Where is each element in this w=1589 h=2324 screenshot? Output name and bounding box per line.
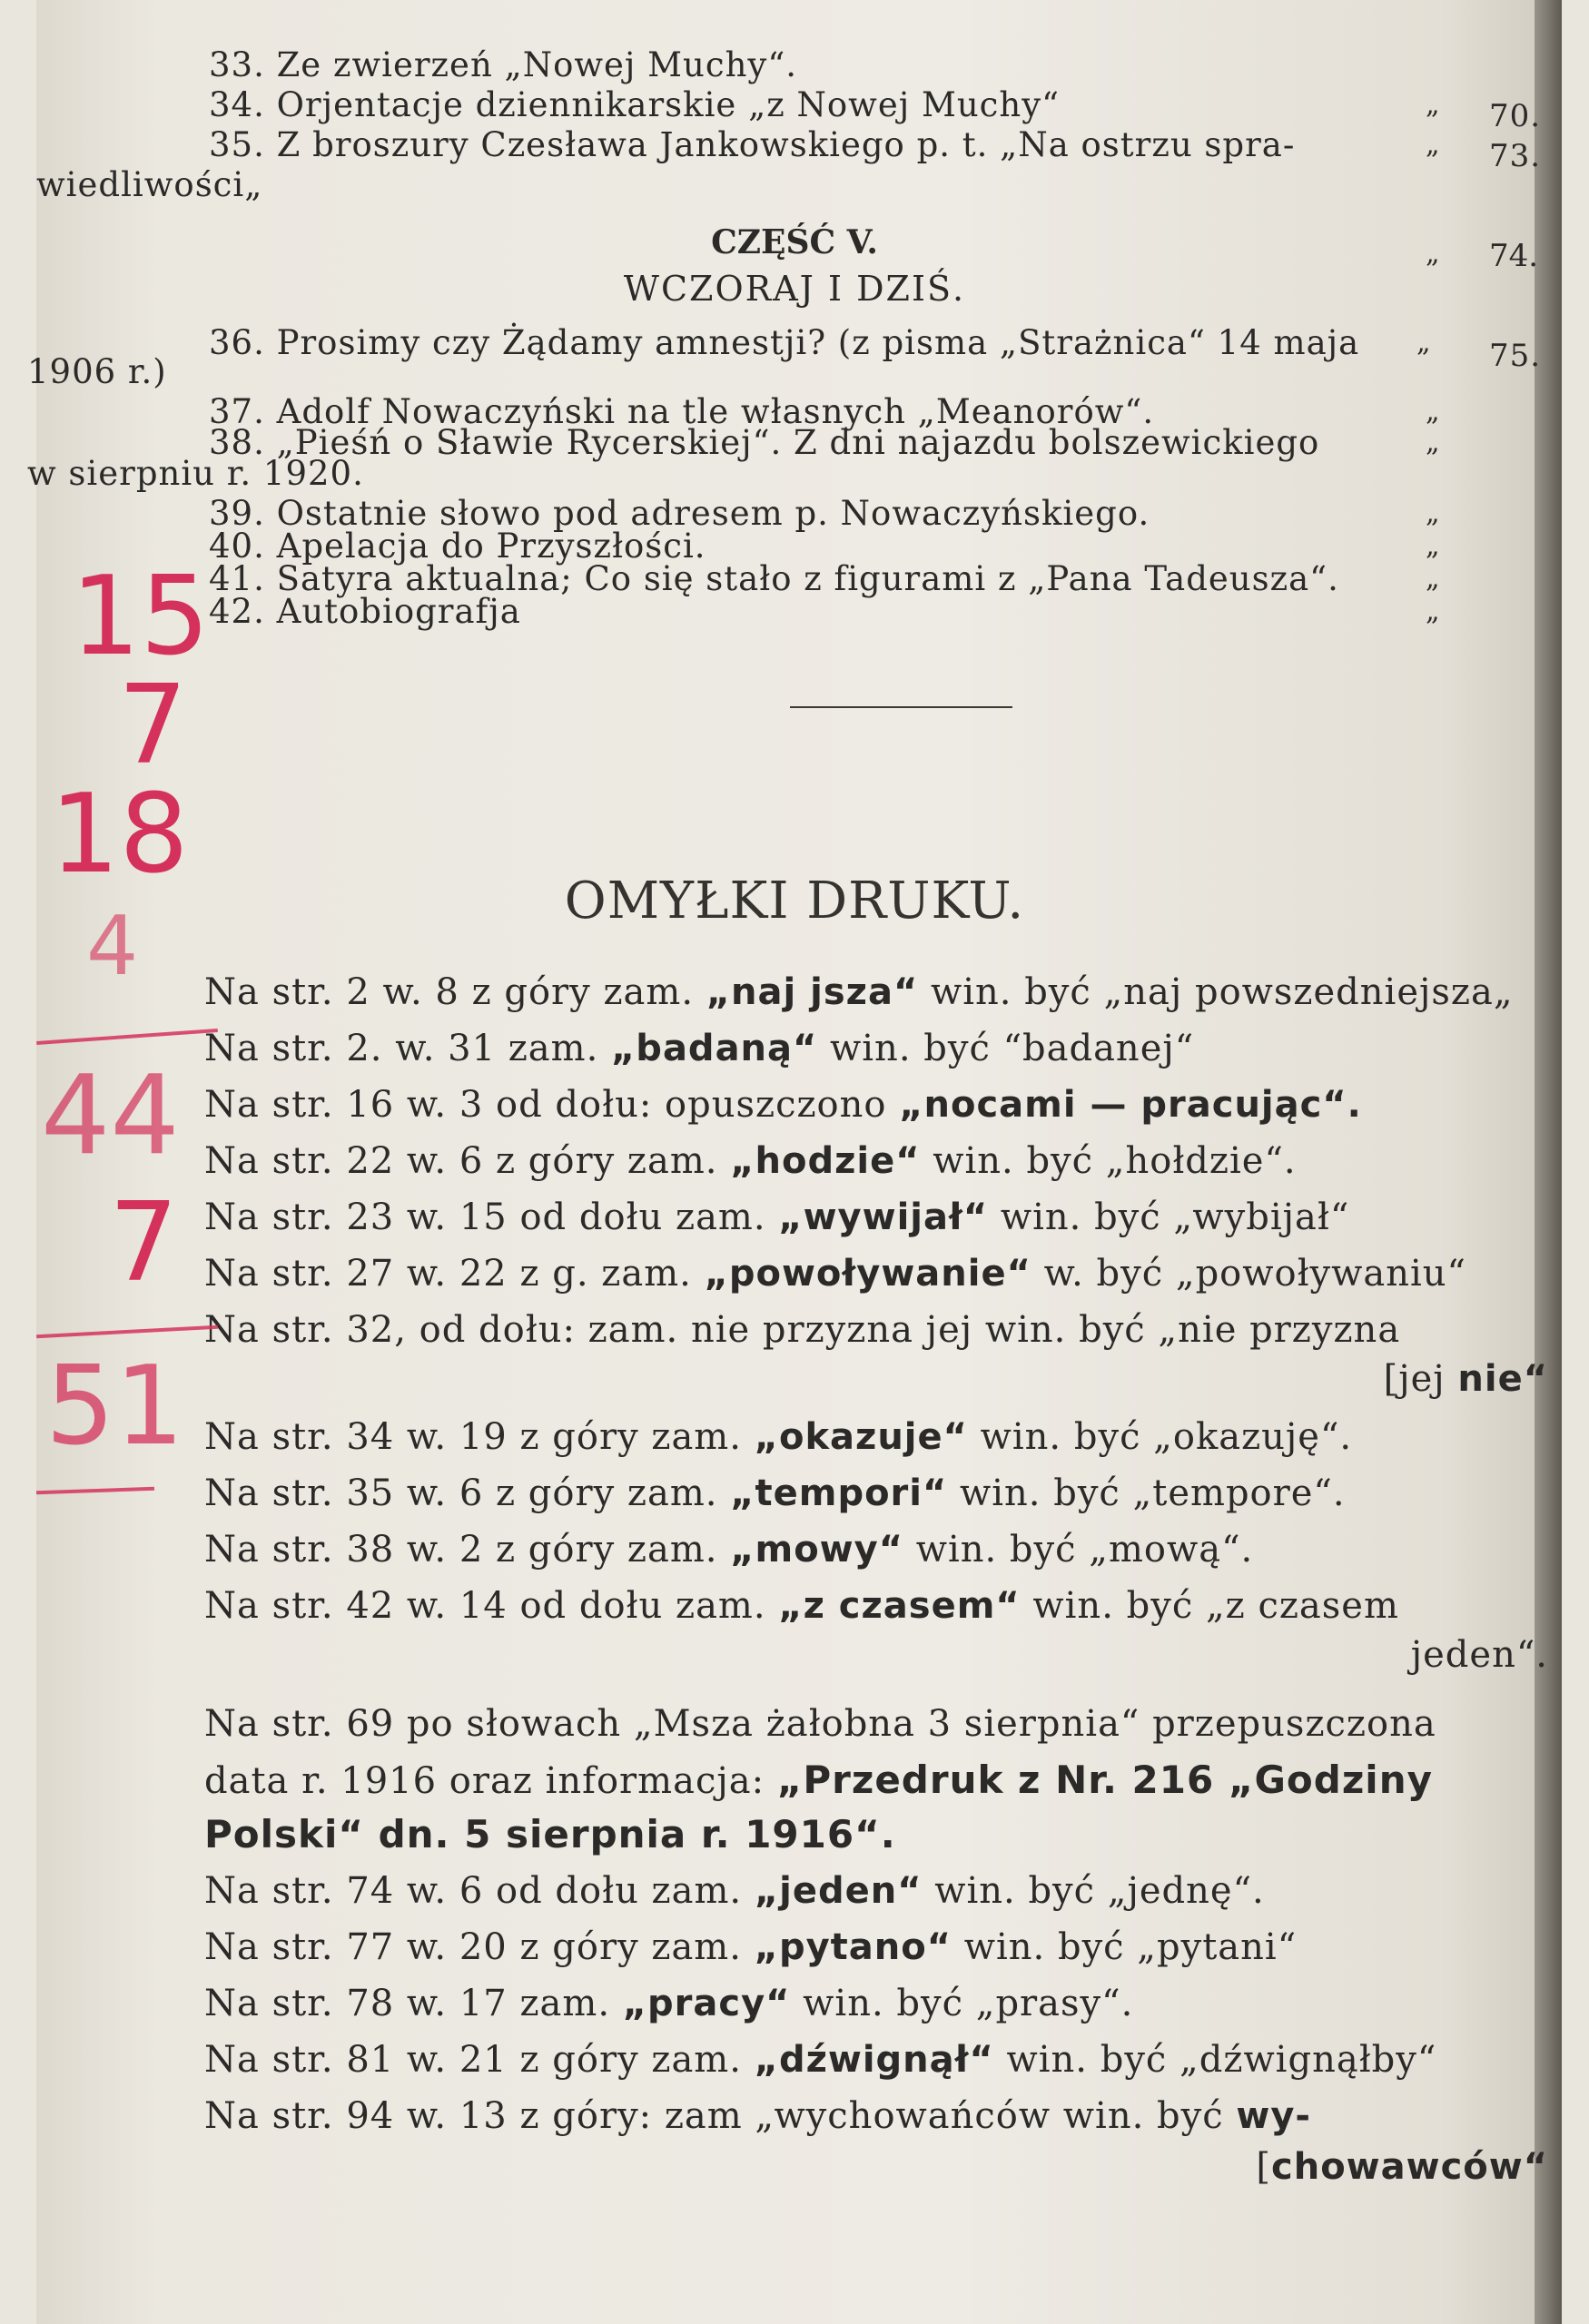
- toc-entry-36-cont: 1906 r.): [27, 352, 167, 391]
- errata-line-cont: [chowawców“: [1256, 2146, 1548, 2188]
- toc-entry-36: 36. Prosimy czy Żądamy amnestji? (z pisma „Strażnica“ 14 maja „ 75.: [209, 323, 1542, 374]
- errata-line: Na str. 2. w. 31 zam. „badaną“ win. być “badanej“: [204, 1028, 1195, 1069]
- errata-line-cont: data r. 1916 oraz informacja: „Przedruk z Nr. 216 „Godziny: [204, 1758, 1433, 1802]
- errata-title: OMYŁKI DRUKU.: [564, 872, 1025, 931]
- toc-entry-41: 41. Satyra aktualna; Co się stało z figurami z „Pana Tadeusza“. „: [209, 559, 1441, 598]
- section-divider: [790, 706, 1012, 708]
- toc-entry-35: 35. Z broszury Czesława Jankowskiego p. t. „Na ostrzu spra- „ 73.: [209, 125, 1542, 174]
- errata-line: Na str. 81 w. 21 z góry zam. „dźwignął“ win. być „dźwignąłby“: [204, 2039, 1437, 2081]
- pencil-number: 4: [86, 899, 139, 994]
- errata-line-cont: Polski“ dn. 5 sierpnia r. 1916“.: [204, 1812, 896, 1856]
- errata-line: Na str. 27 w. 22 z g. zam. „powoływanie“ w. być „powoływaniu“: [204, 1253, 1466, 1295]
- toc-entry-37: 37. Adolf Nowaczyński na tle własnych „Meanorów“. „: [209, 392, 1441, 431]
- pencil-number: 15: [71, 554, 210, 680]
- pencil-number: 7: [109, 1180, 179, 1306]
- errata-line: Na str. 69 po słowach „Msza żałobna 3 sierpnia“ przepuszczona: [204, 1703, 1436, 1745]
- table-of-contents: [36, 45, 1542, 205]
- part-title: WCZORAJ I DZIŚ.: [623, 269, 966, 309]
- errata-line: Na str. 16 w. 3 od dołu: opuszczono „nocami — pracując“.: [204, 1084, 1362, 1126]
- errata-line: Na str. 22 w. 6 z góry zam. „hodzie“ win. być „hołdzie“.: [204, 1140, 1297, 1182]
- toc-entry-38: 38. „Pieśń o Sławie Rycerskiej“. Z dni najazdu bolszewickiego „: [209, 423, 1441, 462]
- errata-line-cont: jeden“.: [1410, 1634, 1548, 1676]
- toc-entry-40: 40. Apelacja do Przyszłości. „: [209, 527, 1441, 566]
- toc-entry-42: 42. Autobiografja „: [209, 592, 1441, 631]
- errata-line: Na str. 32, od dołu: zam. nie przyzna jej win. być „nie przyzna: [204, 1309, 1401, 1351]
- errata-line: Na str. 35 w. 6 z góry zam. „tempori“ win. być „tempore“.: [204, 1472, 1346, 1514]
- pencil-number: 44: [41, 1053, 180, 1179]
- pencil-number: 7: [118, 663, 188, 789]
- errata-line: Na str. 23 w. 15 od dołu zam. „wywijał“ win. być „wybijał“: [204, 1196, 1350, 1238]
- errata-line: Na str. 34 w. 19 z góry zam. „okazuje“ win. być „okazuję“.: [204, 1416, 1353, 1458]
- pencil-number: 51: [45, 1344, 184, 1470]
- errata-line-cont: [jej nie“: [1383, 1358, 1548, 1400]
- errata-line: Na str. 42 w. 14 od dołu zam. „z czasem“ win. być „z czasem: [204, 1585, 1399, 1627]
- part-page-number: 74.: [1489, 238, 1539, 274]
- errata-line: Na str. 38 w. 2 z góry zam. „mowy“ win. być „mową“.: [204, 1529, 1254, 1571]
- toc-entry-39: 39. Ostatnie słowo pod adresem p. Nowaczyńskiego. „: [209, 494, 1441, 533]
- errata-line: Na str. 78 w. 17 zam. „pracy“ win. być „prasy“.: [204, 1983, 1134, 2024]
- errata-line: Na str. 2 w. 8 z góry zam. „naj jsza“ win. być „naj powszedniejsza„: [204, 971, 1514, 1013]
- toc-entry-34: 34. Orjentacje dziennikarskie „z Nowej Muchy“ „ 70.: [209, 85, 1542, 134]
- pencil-number: 18: [50, 772, 189, 898]
- errata-line: Na str. 77 w. 20 z góry zam. „pytano“ win. być „pytani“: [204, 1926, 1298, 1968]
- toc-entry-33: 33. Ze zwierzeń „Nowej Muchy“.: [209, 45, 797, 84]
- errata-line: Na str. 74 w. 6 od dołu zam. „jeden“ win. być „jednę“.: [204, 1870, 1265, 1912]
- part-mark: „: [1426, 238, 1440, 270]
- toc-entry-35-cont: wiedliwości„: [36, 165, 263, 204]
- toc-entry-38-cont: w sierpniu r. 1920.: [27, 454, 364, 493]
- errata-line: Na str. 94 w. 13 z góry: zam „wychowańców win. być wy-: [204, 2095, 1311, 2137]
- part-heading: CZĘŚĆ V.: [711, 223, 878, 261]
